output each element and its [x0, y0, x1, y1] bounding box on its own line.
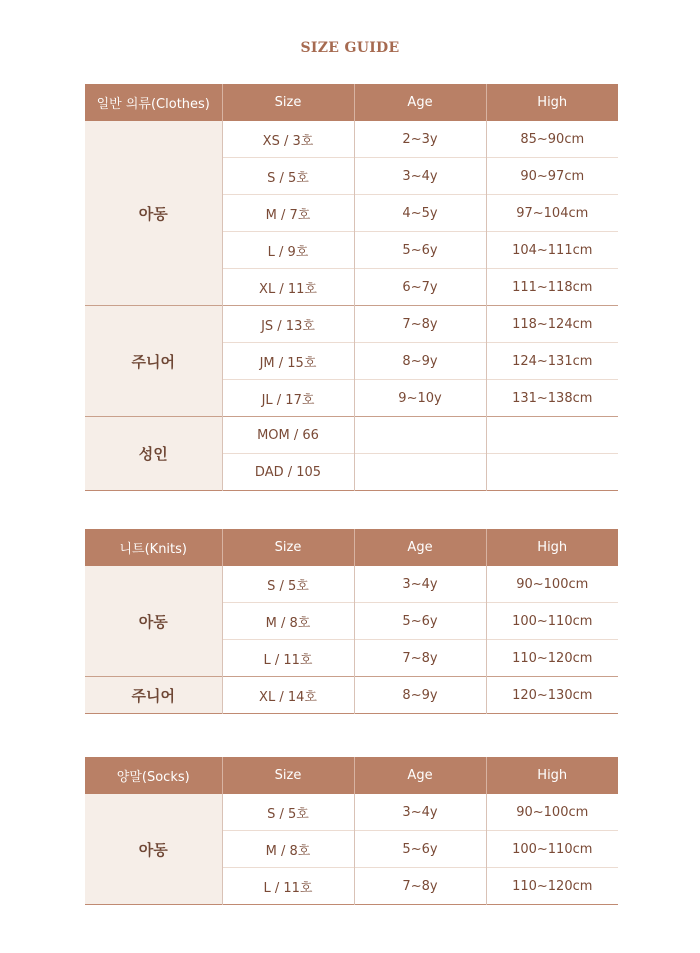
table-header-row	[85, 84, 618, 121]
high-header: High	[486, 757, 618, 794]
size-cell: L / 9호	[222, 232, 354, 269]
age-cell: 2~3y	[354, 121, 486, 158]
age-cell: 6~7y	[354, 269, 486, 306]
age-header: Age	[354, 757, 486, 794]
category-header: 니트(Knits)	[85, 529, 222, 566]
clothes-size-table	[85, 84, 618, 491]
socks-size-table	[85, 757, 618, 905]
age-cell: 5~6y	[354, 603, 486, 640]
table-header-row	[85, 757, 618, 794]
size-cell: XL / 14호	[222, 677, 354, 714]
size-header: Size	[222, 757, 354, 794]
high-cell: 120~130cm	[486, 677, 618, 714]
category-cell: 아동	[85, 794, 222, 905]
age-cell: 7~8y	[354, 868, 486, 905]
high-cell: 85~90cm	[486, 121, 618, 158]
age-cell	[354, 454, 486, 491]
size-cell: XL / 11호	[222, 269, 354, 306]
category-cell: 아동	[85, 121, 222, 306]
size-cell: M / 8호	[222, 831, 354, 868]
category-cell: 주니어	[85, 306, 222, 417]
size-cell: M / 7호	[222, 195, 354, 232]
age-cell: 5~6y	[354, 232, 486, 269]
size-cell: XS / 3호	[222, 121, 354, 158]
table-row	[85, 794, 618, 831]
size-cell: L / 11호	[222, 640, 354, 677]
age-cell: 7~8y	[354, 640, 486, 677]
category-header: 일반 의류(Clothes)	[85, 84, 222, 121]
high-cell: 110~120cm	[486, 868, 618, 905]
table-row	[85, 677, 618, 714]
high-cell: 124~131cm	[486, 343, 618, 380]
high-cell: 111~118cm	[486, 269, 618, 306]
age-cell: 3~4y	[354, 794, 486, 831]
category-cell: 주니어	[85, 677, 222, 714]
age-cell: 3~4y	[354, 158, 486, 195]
category-header: 양말(Socks)	[85, 757, 222, 794]
high-cell: 110~120cm	[486, 640, 618, 677]
age-header: Age	[354, 529, 486, 566]
size-cell: S / 5호	[222, 158, 354, 195]
size-cell: S / 5호	[222, 794, 354, 831]
high-cell	[486, 417, 618, 454]
table-row	[85, 306, 618, 343]
age-header: Age	[354, 84, 486, 121]
age-cell: 4~5y	[354, 195, 486, 232]
high-cell: 90~97cm	[486, 158, 618, 195]
high-cell: 118~124cm	[486, 306, 618, 343]
knits-size-table	[85, 529, 618, 714]
high-cell: 90~100cm	[486, 794, 618, 831]
high-header: High	[486, 529, 618, 566]
high-cell: 97~104cm	[486, 195, 618, 232]
age-cell: 8~9y	[354, 677, 486, 714]
size-cell: MOM / 66	[222, 417, 354, 454]
age-cell: 9~10y	[354, 380, 486, 417]
high-cell	[486, 454, 618, 491]
size-cell: DAD / 105	[222, 454, 354, 491]
age-cell	[354, 417, 486, 454]
table-header-row	[85, 529, 618, 566]
size-cell: JM / 15호	[222, 343, 354, 380]
high-cell: 100~110cm	[486, 831, 618, 868]
high-cell: 90~100cm	[486, 566, 618, 603]
table-row	[85, 566, 618, 603]
size-cell: JL / 17호	[222, 380, 354, 417]
category-cell: 성인	[85, 417, 222, 491]
high-cell: 104~111cm	[486, 232, 618, 269]
high-header: High	[486, 84, 618, 121]
size-cell: M / 8호	[222, 603, 354, 640]
table-row	[85, 121, 618, 158]
size-cell: L / 11호	[222, 868, 354, 905]
age-cell: 8~9y	[354, 343, 486, 380]
table-row	[85, 417, 618, 454]
size-header: Size	[222, 84, 354, 121]
high-cell: 131~138cm	[486, 380, 618, 417]
age-cell: 3~4y	[354, 566, 486, 603]
size-cell: JS / 13호	[222, 306, 354, 343]
high-cell: 100~110cm	[486, 603, 618, 640]
size-cell: S / 5호	[222, 566, 354, 603]
age-cell: 7~8y	[354, 306, 486, 343]
size-header: Size	[222, 529, 354, 566]
age-cell: 5~6y	[354, 831, 486, 868]
category-cell: 아동	[85, 566, 222, 677]
page-title: SIZE GUIDE	[300, 40, 400, 56]
